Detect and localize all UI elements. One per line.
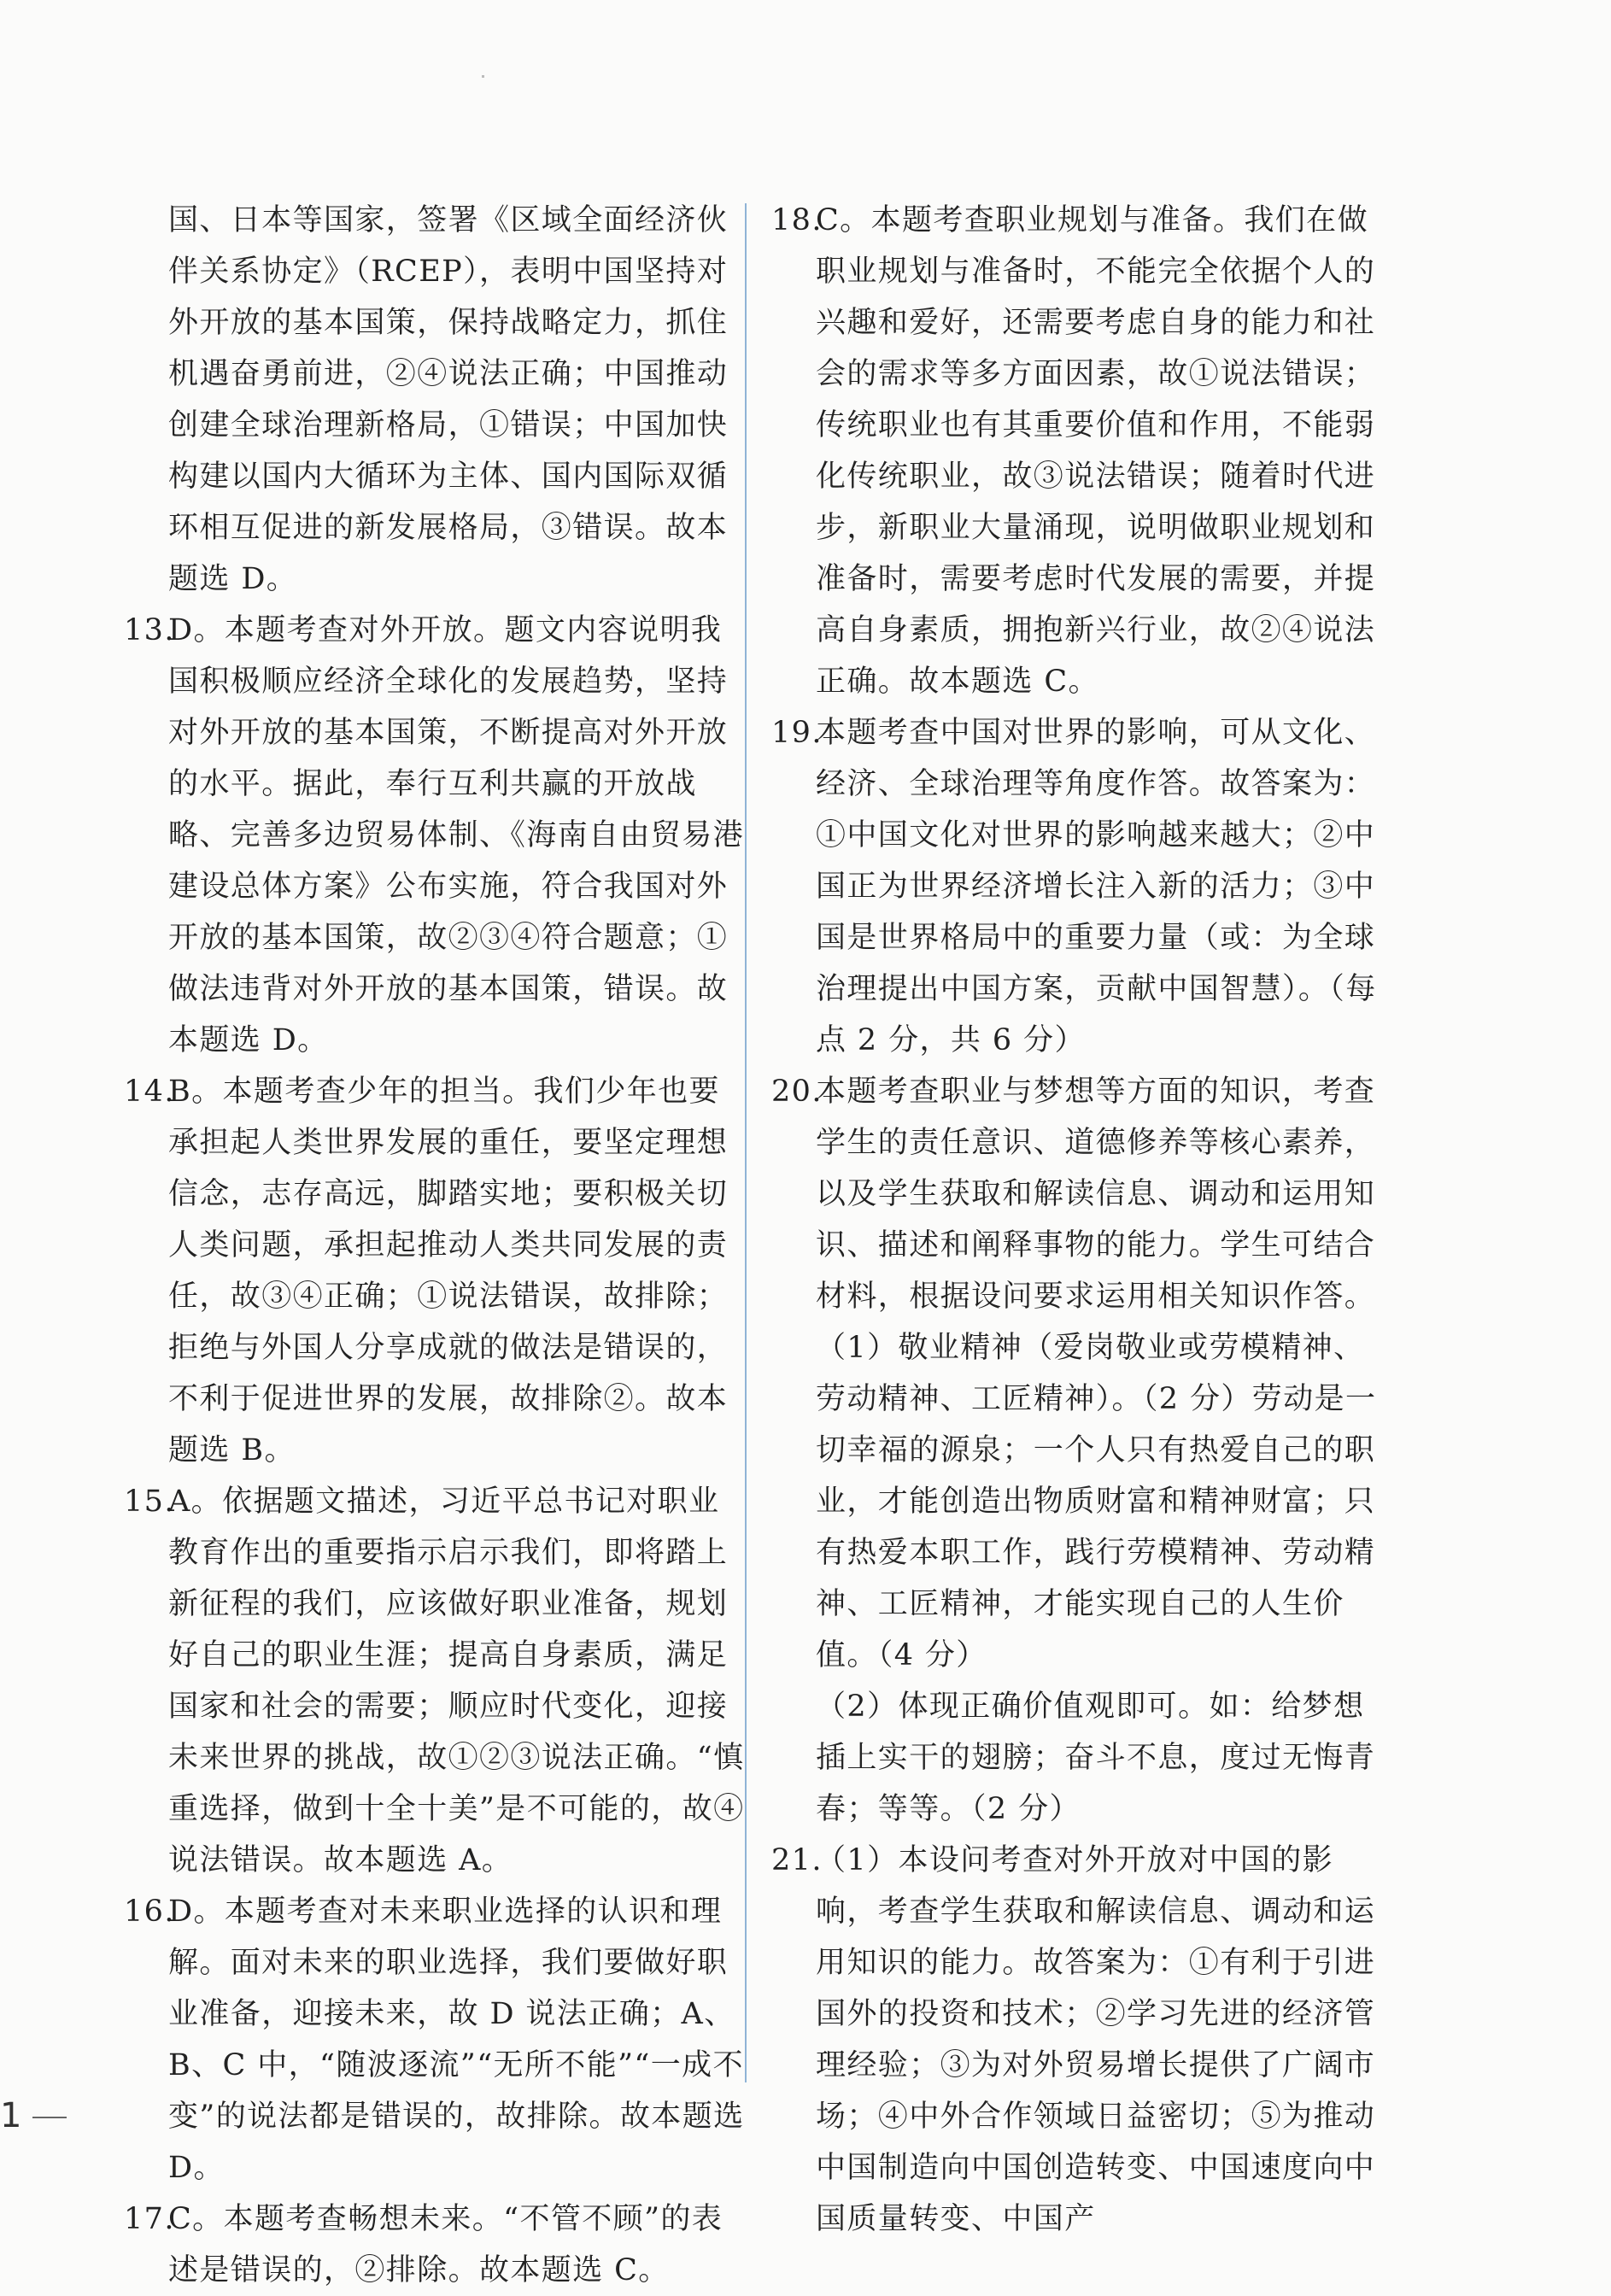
- left-column: [124, 195, 747, 2296]
- answer-13: [124, 605, 747, 1066]
- answer-text: D。本题考查对外开放。题文内容说明我国积极顺应经济全球化的发展趋势，坚持对外开放的基本国策，不断提高对外开放的水平。据此，奉行互利共赢的开放战略、完善多边贸易体制、《海南自由贸易港建设总体方案》公布实施，符合我国对外开放的基本国策，故②③④符合题意；①做法违背对外开放的基本国策，错误。故本题选 D。: [168, 613, 745, 1057]
- answer-text: （1）本设问考查对外开放对中国的影响，考查学生获取和解读信息、调动和运用知识的能力。故答案为：①有利于引进国外的投资和技术；②学习先进的经济管理经验；③为对外贸易增长提供了广阔市场；④中外合作领域日益密切；⑤为推动中国制造向中国创造转变、中国速度向中国质量转变、中国产: [816, 1843, 1376, 2236]
- page-number-dash: [32, 2117, 67, 2118]
- page-number: 1: [0, 2096, 22, 2135]
- answer-text: 本题考查中国对世界的影响，可从文化、经济、全球治理等角度作答。故答案为：①中国文化对世界的影响越来越大；②中国正为世界经济增长注入新的活力；③中国是世界格局中的重要力量（或：为全球治理提出中国方案，贡献中国智慧）。（每点 2 分，共 6 分）: [816, 716, 1377, 1057]
- answer-number: 18.: [771, 203, 823, 237]
- column-divider: [745, 203, 747, 2082]
- answer-number: 17.: [124, 2202, 175, 2236]
- answer-text: 本题考查职业与梦想等方面的知识，考查学生的责任意识、道德修养等核心素养，以及学生获取和解读信息、调动和运用知识、描述和阐释事物的能力。学生可结合材料，根据设问要求运用相关知识作答。: [816, 1075, 1376, 1314]
- answer-20: [771, 1066, 1395, 1835]
- answer-number: 16.: [124, 1895, 175, 1929]
- answer-number: 13.: [124, 613, 175, 647]
- answer-18: [771, 195, 1395, 707]
- answer-20-part-1: （1）敬业精神（爱岗敬业或劳模精神、劳动精神、工匠精神）。（2 分）劳动是一切幸福的源泉；一个人只有热爱自己的职业，才能创造出物质财富和精神财富；只有热爱本职工作，践行劳模精神、劳动精神、工匠精神，才能实现自己的人生价值。（4 分）: [816, 1331, 1377, 1672]
- answer-17: [124, 2194, 747, 2296]
- answer-14: [124, 1066, 747, 1476]
- answer-text: D。本题考查对未来职业选择的认识和理解。面对未来的职业选择，我们要做好职业准备，迎接未来，故 D 说法正确；A、B、C 中，“随波逐流”“无所不能”“一成不变”的说法都是错误的，故排除。故本题选 D。: [168, 1895, 745, 2185]
- answer-19: [771, 707, 1395, 1066]
- answer-text: C。本题考查畅想未来。“不管不顾”的表述是错误的，②排除。故本题选 C。: [168, 2202, 723, 2287]
- answer-number: 19.: [771, 716, 823, 750]
- answer-number: 21.: [771, 1843, 823, 1877]
- answer-16: [124, 1886, 747, 2194]
- continued-answer-12: 国、日本等国家，签署《区域全面经济伙伴关系协定》（RCEP），表明中国坚持对外开放的基本国策，保持战略定力，抓住机遇奋勇前进，②④说法正确；中国推动创建全球治理新格局，①错误；中国加快构建以国内大循环为主体、国内国际双循环相互促进的新发展格局，③错误。故本题选 D。: [168, 203, 729, 596]
- answer-number: 14.: [124, 1075, 175, 1109]
- answer-21: [771, 1835, 1395, 2245]
- answer-text: C。本题考查职业规划与准备。我们在做职业规划与准备时，不能完全依据个人的兴趣和爱好，还需要考虑自身的能力和社会的需求等多方面因素，故①说法错误；传统职业也有其重要价值和作用，不能弱化传统职业，故③说法错误；随着时代进步，新职业大量涌现，说明做职业规划和准备时，需要考虑时代发展的需要，并提高自身素质，拥抱新兴行业，故②④说法正确。故本题选 C。: [816, 203, 1376, 699]
- answer-text: A。依据题文描述，习近平总书记对职业教育作出的重要指示启示我们，即将踏上新征程的我们，应该做好职业准备，规划好自己的职业生涯；提高自身素质，满足国家和社会的需要；顺应时代变化，迎接未来世界的挑战，故①②③说法正确。“慎重选择，做到十全十美”是不可能的，故④说法错误。故本题选 A。: [168, 1485, 745, 1877]
- answer-number: 20.: [771, 1075, 823, 1109]
- answer-text: B。本题考查少年的担当。我们少年也要承担起人类世界发展的重任，要坚定理想信念，志存高远，脚踏实地；要积极关切人类问题，承担起推动人类共同发展的责任，故③④正确；①说法错误，故排除；拒绝与外国人分享成就的做法是错误的，不利于促进世界的发展，故排除②。故本题选 B。: [168, 1075, 729, 1467]
- answer-15: [124, 1476, 747, 1886]
- answer-number: 15.: [124, 1485, 175, 1519]
- scan-speck: [482, 75, 484, 78]
- answer-20-part-2: （2）体现正确价值观即可。如：给梦想插上实干的翅膀；奋斗不息，度过无悔青春；等等。（2 分）: [816, 1690, 1376, 1826]
- right-column: [771, 195, 1395, 2245]
